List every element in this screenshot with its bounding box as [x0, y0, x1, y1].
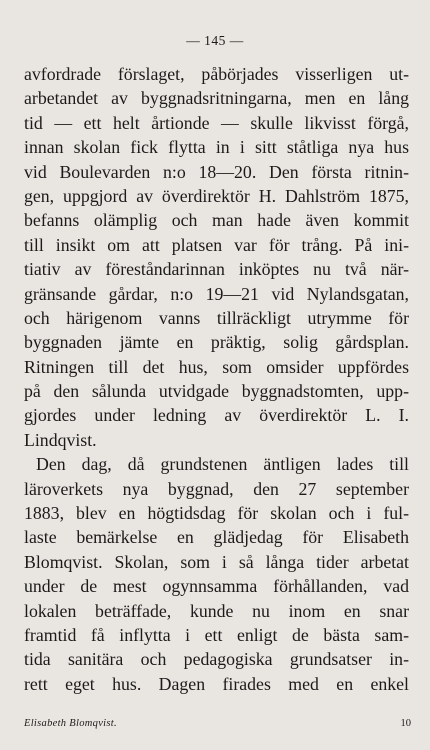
text-line: 1883, blev en högtidsdag för skolan och i ful- [24, 503, 409, 524]
text-line: befanns olämplig och man hade även kommit [24, 210, 409, 231]
text-line: gränsande gårdar, n:o 19—21 vid Nylandsgatan, [24, 283, 409, 304]
page-footer [24, 718, 411, 729]
text-line: Lindqvist. [24, 429, 97, 450]
running-title: Elisabeth Blomqvist. [24, 718, 117, 729]
text-line: laste bemärkelse en glädjedag för Elisabeth [24, 527, 409, 548]
text-line: tida sanitära och pedagogiska grundsatser in- [24, 649, 409, 670]
text-line: tiativ av föreståndarinnan inköptes nu två när- [24, 259, 409, 280]
text-line: och härigenom vanns tillräckligt utrymme för [24, 307, 409, 328]
text-line: rett eget hus. Dagen firades med en enkel [24, 673, 409, 694]
text-line: framtid få inflytta i ett enligt de bästa sam- [24, 624, 409, 645]
text-line: arbetandet av byggnadsritningarna, men en lång [24, 88, 409, 109]
text-line: Ritningen till det hus, som omsider uppfördes [24, 356, 409, 377]
text-line: under de mest ogynnsamma förhållanden, vad [24, 576, 409, 597]
paragraph-2 [24, 452, 409, 696]
text-line: på den sålunda utvidgade byggnadstomten, upp- [24, 381, 409, 402]
text-line: byggnaden jämte en präktig, solig gårdsplan. [24, 332, 409, 353]
text-line: lokalen beträffade, kunde nu inom en snar [24, 600, 409, 621]
text-line: till insikt om att platsen var för trång. På ini- [24, 234, 409, 255]
body-text [24, 62, 409, 696]
text-line: Blomqvist. Skolan, som i så långa tider arbetat [24, 551, 409, 572]
text-line: innan skolan fick flytta in i sitt ståtliga nya hus [24, 137, 409, 158]
text-line: avfordrade förslaget, påbörjades visserligen ut- [24, 64, 409, 84]
text-line: gjordes under ledning av överdirektör L. I. [24, 405, 409, 426]
text-line: gen, uppgjord av överdirektör H. Dahlström 1875, [24, 185, 409, 206]
text-line: tid — ett helt årtionde — skulle likvisst förgå, [24, 112, 409, 133]
page-number: — 145 — [186, 33, 244, 48]
signature-mark: 10 [400, 718, 411, 729]
text-line: läroverkets nya byggnad, den 27 september [24, 478, 409, 499]
text-line: vid Boulevarden n:o 18—20. Den första ritnin- [24, 161, 409, 182]
paragraph-1 [24, 62, 409, 452]
text-line: Den dag, då grundstenen äntligen lades till [36, 454, 409, 475]
